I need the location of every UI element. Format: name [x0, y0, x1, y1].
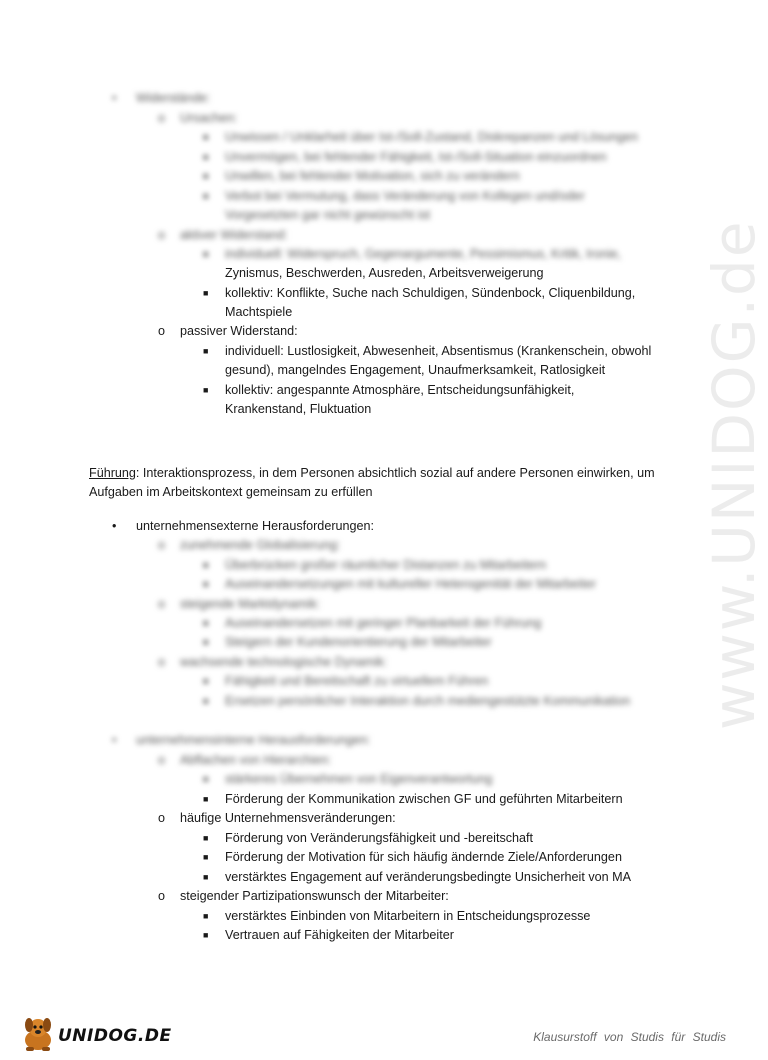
list-item: Auseinandersetzen mit geringer Planbarkeit der Führung	[225, 616, 542, 630]
list-item: Widerstände:	[136, 91, 211, 105]
bullet-square: ■	[203, 560, 209, 570]
list-item: Auseinandersetzungen mit kultureller Heterogenität der Mitarbeiter	[225, 577, 597, 591]
bullet-square: ■	[203, 696, 209, 706]
list-item: Ursachen:	[180, 111, 238, 125]
dog-icon	[18, 1016, 58, 1052]
bullet-circle: o	[158, 811, 166, 825]
list-item: steigender Partizipationswunsch der Mitarbeiter:	[180, 889, 449, 903]
bullet-square: ■	[203, 249, 209, 259]
list-item: unternehmensexterne Herausforderungen:	[136, 519, 375, 533]
list-item: steigende Marktdynamik:	[180, 597, 320, 611]
list-item: individuell: Lustlosigkeit, Abwesenheit, Absentismus (Krankenschein, obwohl	[225, 344, 652, 358]
list-item: Ersetzen persönlicher Interaktion durch mediengestützte Kommunikation	[225, 694, 631, 708]
list-item: häufige Unternehmensveränderungen:	[180, 811, 396, 825]
bullet-square: ■	[203, 346, 209, 356]
bullet-dot: •	[112, 733, 117, 747]
list-item: zunehmende Globalisierung:	[180, 538, 341, 552]
list-item: Überbrücken großer räumlicher Distanzen zu Mitarbeitern	[225, 558, 547, 572]
bullet-dot: •	[112, 91, 117, 105]
list-item: aktiver Widerstand:	[180, 228, 288, 242]
bullet-circle: o	[158, 889, 166, 903]
unidog-logo	[18, 1016, 172, 1052]
list-item: Förderung der Kommunikation zwischen GF und geführten Mitarbeitern	[225, 792, 623, 806]
list-item: verstärktes Einbinden von Mitarbeitern in Entscheidungsprozesse	[225, 909, 591, 923]
bullet-square: ■	[203, 385, 209, 395]
bullet-square: ■	[203, 852, 209, 862]
list-item-continuation: Zynismus, Beschwerden, Ausreden, Arbeitsverweigerung	[225, 266, 544, 280]
watermark: www.UNIDOG.de	[700, 219, 768, 730]
bullet-circle: o	[158, 324, 166, 338]
list-item: Verbot bei Vermutung, dass Veränderung von Kollegen und/oder	[225, 189, 585, 203]
bullet-square: ■	[203, 152, 209, 162]
bullet-square: ■	[203, 833, 209, 843]
list-item-continuation: Krankenstand, Fluktuation	[225, 402, 372, 416]
list-item: passiver Widerstand:	[180, 324, 298, 338]
list-item: Förderung der Motivation für sich häufig ändernde Ziele/Anforderungen	[225, 850, 622, 864]
definition-text: : Interaktionsprozess, in dem Personen absichtlich sozial auf andere Personen einwirken, um	[135, 466, 655, 480]
bullet-circle: o	[158, 228, 166, 242]
bullet-square: ■	[203, 288, 209, 298]
bullet-square: ■	[203, 579, 209, 589]
list-item: wachsende technologische Dynamik:	[180, 655, 388, 669]
bullet-circle: o	[158, 111, 166, 125]
list-item: Vertrauen auf Fähigkeiten der Mitarbeiter	[225, 928, 454, 942]
list-item: stärkeres Übernehmen von Eigenverantwortung	[225, 772, 493, 786]
bullet-square: ■	[203, 618, 209, 628]
bullet-dot: •	[112, 519, 117, 533]
bullet-square: ■	[203, 930, 209, 940]
list-item: individuell: Widerspruch, Gegenargumente, Pessimismus, Kritik, Ironie,	[225, 247, 622, 261]
logo-text: UNIDOG.DE	[58, 1026, 172, 1046]
definition-continuation: Aufgaben im Arbeitskontext gemeinsam zu erfüllen	[89, 485, 373, 499]
bullet-circle: o	[158, 655, 166, 669]
bullet-square: ■	[203, 637, 209, 647]
list-item: unternehmensinterne Herausforderungen:	[136, 733, 371, 747]
list-item: verstärktes Engagement auf veränderungsbedingte Unsicherheit von MA	[225, 870, 632, 884]
bullet-square: ■	[203, 794, 209, 804]
list-item: Unwissen / Unklarheit über Ist-/Soll-Zustand, Diskrepanzen und Lösungen	[225, 130, 639, 144]
definition-term: Führung	[89, 466, 136, 480]
bullet-square: ■	[203, 132, 209, 142]
bullet-square: ■	[203, 171, 209, 181]
definition-line	[89, 464, 655, 483]
bullet-square: ■	[203, 676, 209, 686]
bullet-square: ■	[203, 191, 209, 201]
list-item-continuation: Vorgesetzten gar nicht gewünscht ist	[225, 208, 431, 222]
bullet-square: ■	[203, 774, 209, 784]
list-item: Unvermögen, bei fehlender Fähigkeit, Ist-/Soll-Situation einzuordnen	[225, 150, 607, 164]
list-item: Unwillen, bei fehlender Motivation, sich zu verändern	[225, 169, 520, 183]
list-item: Fähigkeit und Bereitschaft zu virtuellem Führen	[225, 674, 489, 688]
list-item: kollektiv: angespannte Atmosphäre, Entscheidungsunfähigkeit,	[225, 383, 575, 397]
bullet-circle: o	[158, 597, 166, 611]
bullet-square: ■	[203, 911, 209, 921]
list-item: Steigern der Kundenorientierung der Mitarbeiter	[225, 635, 492, 649]
bullet-circle: o	[158, 753, 166, 767]
list-item: Abflachen von Hierarchien:	[180, 753, 332, 767]
list-item-continuation: gesund), mangelndes Engagement, Unaufmerksamkeit, Ratlosigkeit	[225, 363, 606, 377]
bullet-square: ■	[203, 872, 209, 882]
list-item: kollektiv: Konflikte, Suche nach Schuldigen, Sündenbock, Cliquenbildung,	[225, 286, 636, 300]
list-item-continuation: Machtspiele	[225, 305, 293, 319]
footer-tagline: Klausurstoff von Studis für Studis	[533, 1030, 726, 1044]
list-item: Förderung von Veränderungsfähigkeit und -bereitschaft	[225, 831, 534, 845]
bullet-circle: o	[158, 538, 166, 552]
